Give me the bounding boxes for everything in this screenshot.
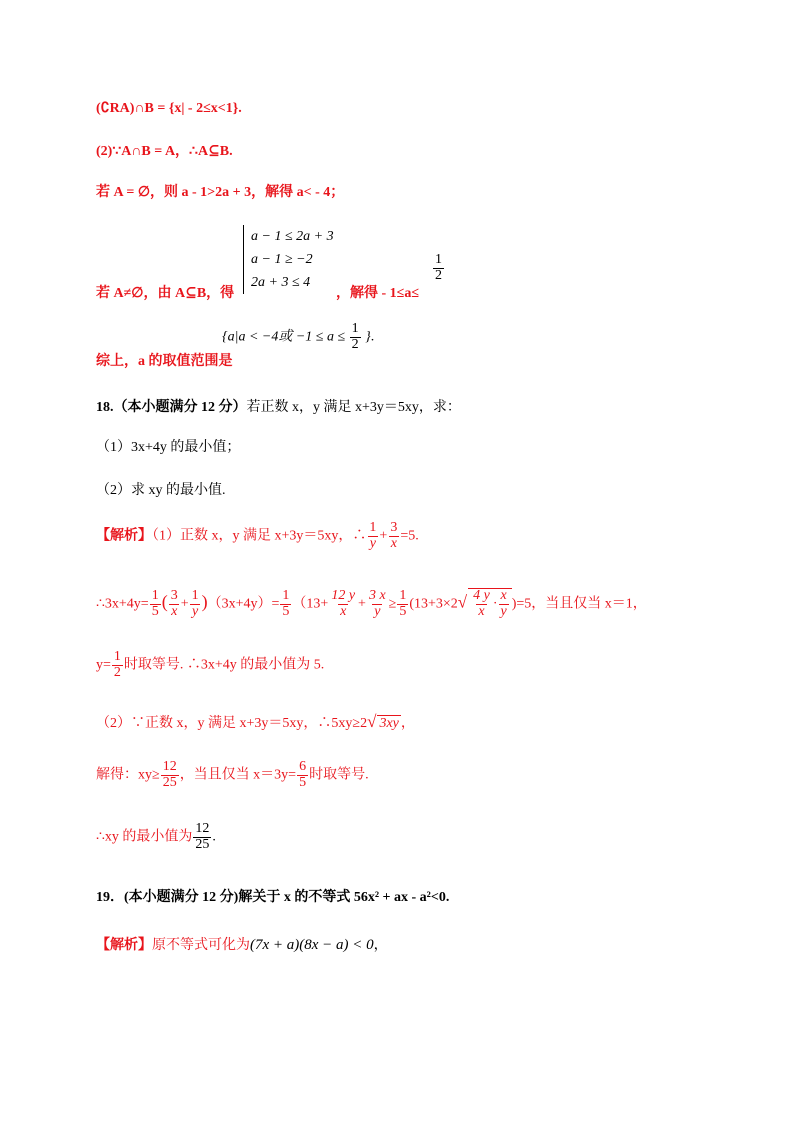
inequality-expression: (7x + a)(8x − a) < 0 — [250, 937, 374, 953]
nonempty-case-prefix: 若 A≠∅，由 A⊆B，得 — [96, 286, 235, 301]
problem-18-statement: 若正数 x，y 满足 x+3y＝5xy，求： — [246, 400, 461, 415]
complement-intersection-line: (∁RA)∩B = {x| - 2≤x<1}. — [96, 101, 242, 116]
system-row-1: a − 1 ≤ 2a + 3 — [251, 229, 334, 244]
empty-set-case: 若 A = ∅，则 a - 1>2a + 3，解得 a< - 4； — [96, 185, 345, 200]
solution-18-line2: ∴3x+4y= $\frac{1}{5}$ ( $\frac{3}{x}$ + $\frac{1}{y}$ )（3x+4y）= $\frac{1}{5}$ （13+ $\frac{12 y}{x}$ + $\frac{3 x}{y}$ ≥ $\frac{1}{5}$ (13+3×2√ $\frac{4 y}{x}$ · $\frac{x}{y}$ )=5，当且仅当 x＝1， — [96, 588, 647, 619]
solution-18-line1: 【解析】（1）正数 x，y 满足 x+3y＝5xy，∴ $\frac{1}{y}$ + $\frac{3}{x}$ =5. — [96, 520, 419, 551]
solution-18-eq5: =5. — [400, 528, 419, 544]
system-row-3: 2a + 3 ≤ 4 — [251, 275, 311, 290]
analysis-tag-19: 【解析】 — [96, 938, 152, 953]
range-set-right: } — [365, 329, 371, 345]
nonempty-case-solution — [336, 282, 419, 302]
analysis-tag: 【解析】 — [96, 528, 152, 544]
solution-18-text1: （1）正数 x，y 满足 x+3y＝5xy，∴ — [152, 528, 367, 544]
solution-18-line4: （2）∵正数 x，y 满足 x+3y＝5xy，∴5xy≥2√ 3xy ， — [96, 712, 415, 731]
solution-19: 【解析】原不等式可化为(7x + a)(8x − a) < 0， — [96, 937, 388, 953]
solution-18-line5: 解得：xy≥ $\frac{12}{25}$ ，当且仅当 x＝3y= $\frac{6}{5}$ 时取等号. — [96, 759, 369, 790]
inequality-system — [243, 225, 334, 294]
solution-text: ，解得 - 1≤a≤ — [336, 286, 420, 301]
problem-18-q2: （2）求 xy 的最小值. — [96, 483, 226, 498]
system-row-2: a − 1 ≥ −2 — [251, 252, 313, 267]
range-set-left: {a|a < −4或 −1 ≤ a ≤ — [222, 329, 346, 345]
range-set: {a|a < −4或 −1 ≤ a ≤ $\frac{1}{2}$ }. — [222, 321, 375, 352]
problem-18 — [96, 396, 461, 416]
problem-18-header: 18.（本小题满分 12 分） — [96, 400, 247, 415]
problem-19: 19．(本小题满分 12 分)解关于 x 的不等式 56x² + ax - a²<0. — [96, 890, 450, 905]
half-fraction: $\frac{1}{2}$ — [435, 252, 442, 283]
subset-line: (2)∵A∩B = A，∴A⊆B. — [96, 144, 233, 159]
solution-18-line6: ∴xy 的最小值为 $\frac{12}{25}$ . — [96, 821, 216, 852]
problem-18-q1: （1）3x+4y 的最小值； — [96, 440, 241, 455]
solution-18-line3: y= $\frac{1}{2}$ 时取等号. ∴3x+4y 的最小值为 5. — [96, 649, 325, 680]
range-summary-prefix: 综上，a 的取值范围是 — [96, 354, 233, 369]
